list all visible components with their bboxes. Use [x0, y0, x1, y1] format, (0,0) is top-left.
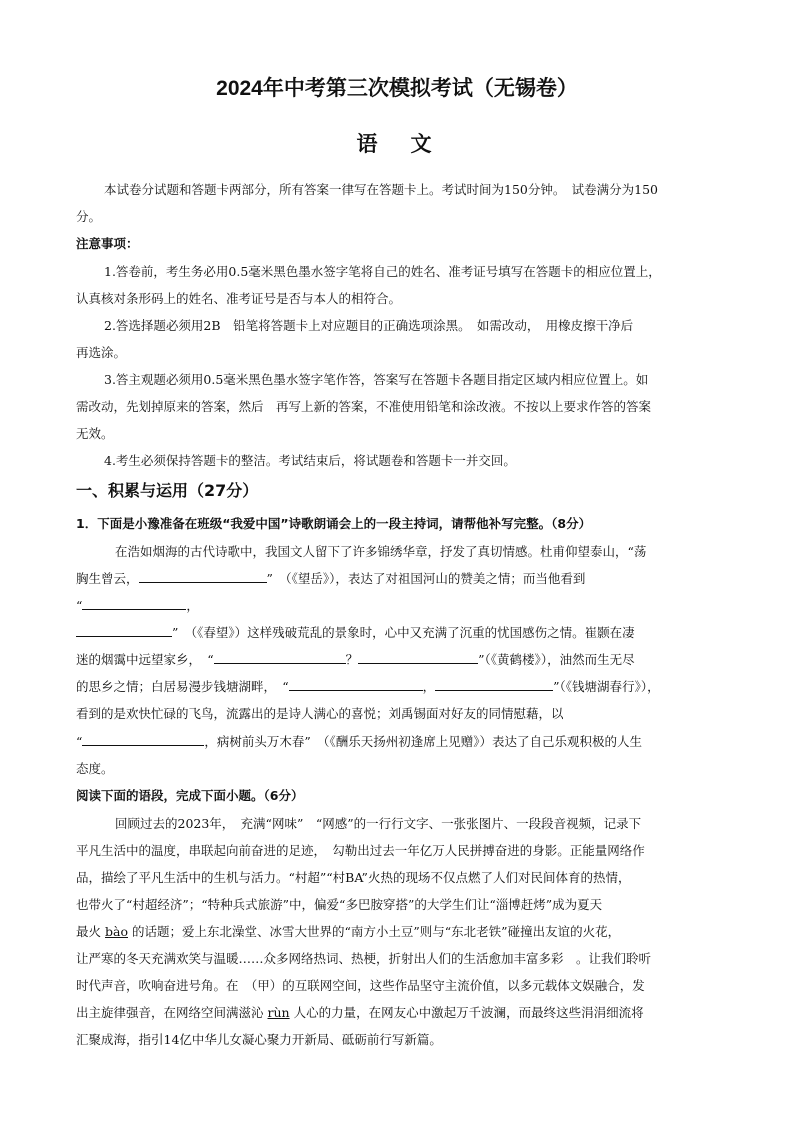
reading-line-8	[76, 1003, 644, 1021]
q1-text: ？	[345, 652, 359, 667]
q1-text: ” （《春望》）这样残破荒乱的景象时，心中又充满了沉重的忧国感伤之情。崔颢在凄	[172, 625, 635, 640]
answer-blank-5[interactable]	[358, 651, 478, 664]
notes-heading: 注意事项：	[76, 236, 139, 251]
q1-text: ”（《钱塘湖春行》），	[553, 679, 660, 694]
note-2-line-2: 再选涂。	[76, 345, 127, 360]
note-1-line-1: 1.答卷前，考生务必用0.5毫米黑色墨水签字笔将自己的姓名、准考证号填写在答题卡的相应位置上，	[104, 264, 661, 279]
answer-blank-6[interactable]	[289, 678, 423, 691]
reading-stem: 阅读下面的语段，完成下面小题。（6分）	[76, 788, 304, 803]
answer-blank-2[interactable]	[82, 597, 186, 610]
answer-blank-4[interactable]	[214, 651, 346, 664]
q1-line-9: 态度。	[76, 761, 114, 776]
exam-title: 2024年中考第三次模拟考试（无锡卷）	[216, 77, 578, 100]
note-3-line-3: 无效。	[76, 426, 114, 441]
note-1-line-2: 认真核对条形码上的姓名、准考证号是否与本人的相符合。	[76, 291, 402, 306]
reading-line-2: 平凡生活中的温度，串联起向前奋进的足迹， 勾勒出过去一年亿万人民拼搏奋进的身影。正能量网络作	[76, 843, 645, 858]
q1-text: “	[76, 734, 83, 749]
reading-text: 最火	[76, 924, 102, 939]
q1-text: ” （《望岳》），表达了对祖国河山的赞美之情；而当他看到	[266, 571, 586, 586]
note-3-line-2: 需改动，先划掉原来的答案，然后 再写上新的答案，不准使用铅笔和涂改液。不按以上要求作答的答案	[76, 399, 652, 414]
q1-text: ，	[422, 679, 436, 694]
reading-line-7: 时代声音，吹响奋进号角。在 （甲）的互联网空间，这些作品坚守主流价值，以多元载体文娱融合，发	[76, 978, 645, 993]
note-4-line-1: 4.考生必须保持答题卡的整洁。考试结束后，将试题卷和答题卡一并交回。	[104, 453, 516, 468]
question-1-stem: 1．下面是小豫准备在班级“我爱中国”诗歌朗诵会上的一段主持词，请帮他补写完整。（8分）	[76, 516, 592, 531]
q1-text: 迷的烟霭中远望家乡， “	[76, 652, 214, 667]
pinyin-bao: bào	[105, 924, 128, 939]
reading-line-5	[76, 922, 620, 940]
intro-line-1: 本试卷分试题和答题卡两部分，所有答案一律写在答题卡上。考试时间为150分钟。 试卷满分为150	[104, 182, 658, 197]
q1-line-2	[76, 569, 585, 587]
reading-line-9: 汇聚成海，指引14亿中华儿女凝心聚力开新局、砥砺前行写新篇。	[76, 1032, 442, 1047]
q1-line-7: 看到的是欢快忙碌的飞鸟，流露出的是诗人满心的喜悦；刘禹锡面对好友的同情慰藉，以	[76, 706, 564, 721]
q1-text: ，病树前头万木春” （《酬乐天扬州初逢席上见赠》）表达了自己乐观积极的人生	[204, 734, 643, 749]
answer-blank-1[interactable]	[139, 570, 267, 583]
reading-line-1: 回顾过去的2023年， 充满“网味” “网感”的一行行文字、一张张图片、一段段音视频，记录下	[115, 816, 642, 831]
subject-title: 语 文	[356, 131, 438, 156]
reading-text: 人心的力量，在网友心中激起万千波澜，而最终这些涓涓细流将	[293, 1005, 644, 1020]
q1-line-5	[76, 650, 635, 668]
reading-line-6: 让严寒的冬天充满欢笑与温暖……众多网络热词、热梗，折射出人们的生活愈加丰富多彩 。让我们聆听	[76, 951, 652, 966]
q1-line-4	[76, 623, 635, 641]
section-heading: 一、积累与运用（27分）	[76, 481, 259, 500]
answer-blank-3[interactable]	[76, 624, 172, 637]
pinyin-run: rùn	[267, 1005, 290, 1020]
q1-text: ，	[186, 598, 199, 613]
answer-blank-8[interactable]	[82, 733, 204, 746]
q1-line-3	[76, 596, 199, 614]
intro-line-2: 分。	[76, 209, 102, 224]
reading-text: 的话题；爱上东北澡堂、冰雪大世界的“南方小土豆”则与“东北老铁”碰撞出友谊的火花，	[132, 924, 621, 939]
q1-text: ”（《黄鹤楼》），油然而生无尽	[478, 652, 635, 667]
answer-blank-7[interactable]	[435, 678, 553, 691]
note-3-line-1: 3.答主观题必须用0.5毫米黑色墨水签字笔作答，答案写在答题卡各题目指定区域内相应位置上。如	[104, 372, 649, 387]
reading-line-4: 也带火了“村超经济”；“特种兵式旅游”中，偏爱“多巴胺穿搭”的大学生们让“淄博赶烤”成为夏天	[76, 897, 603, 912]
q1-line-8	[76, 732, 642, 750]
note-2-line-1: 2.答选择题必须用2B 铅笔将答题卡上对应题目的正确选项涂黑。 如需改动， 用橡皮擦干净后	[104, 318, 634, 333]
q1-line-1: 在浩如烟海的古代诗歌中，我国文人留下了许多锦绣华章，抒发了真切情感。杜甫仰望泰山，“荡	[115, 544, 647, 559]
q1-line-6	[76, 677, 660, 695]
reading-line-3: 品，描绘了平凡生活中的生机与活力。“村超”“村BA”火热的现场不仅点燃了人们对民间体育的热情，	[76, 870, 631, 885]
q1-text: 胸生曾云，	[76, 571, 139, 586]
reading-text: 出主旋律强音，在网络空间满滋沁	[76, 1005, 264, 1020]
q1-text: “	[76, 598, 83, 613]
q1-text: 的思乡之情；白居易漫步钱塘湖畔， “	[76, 679, 289, 694]
